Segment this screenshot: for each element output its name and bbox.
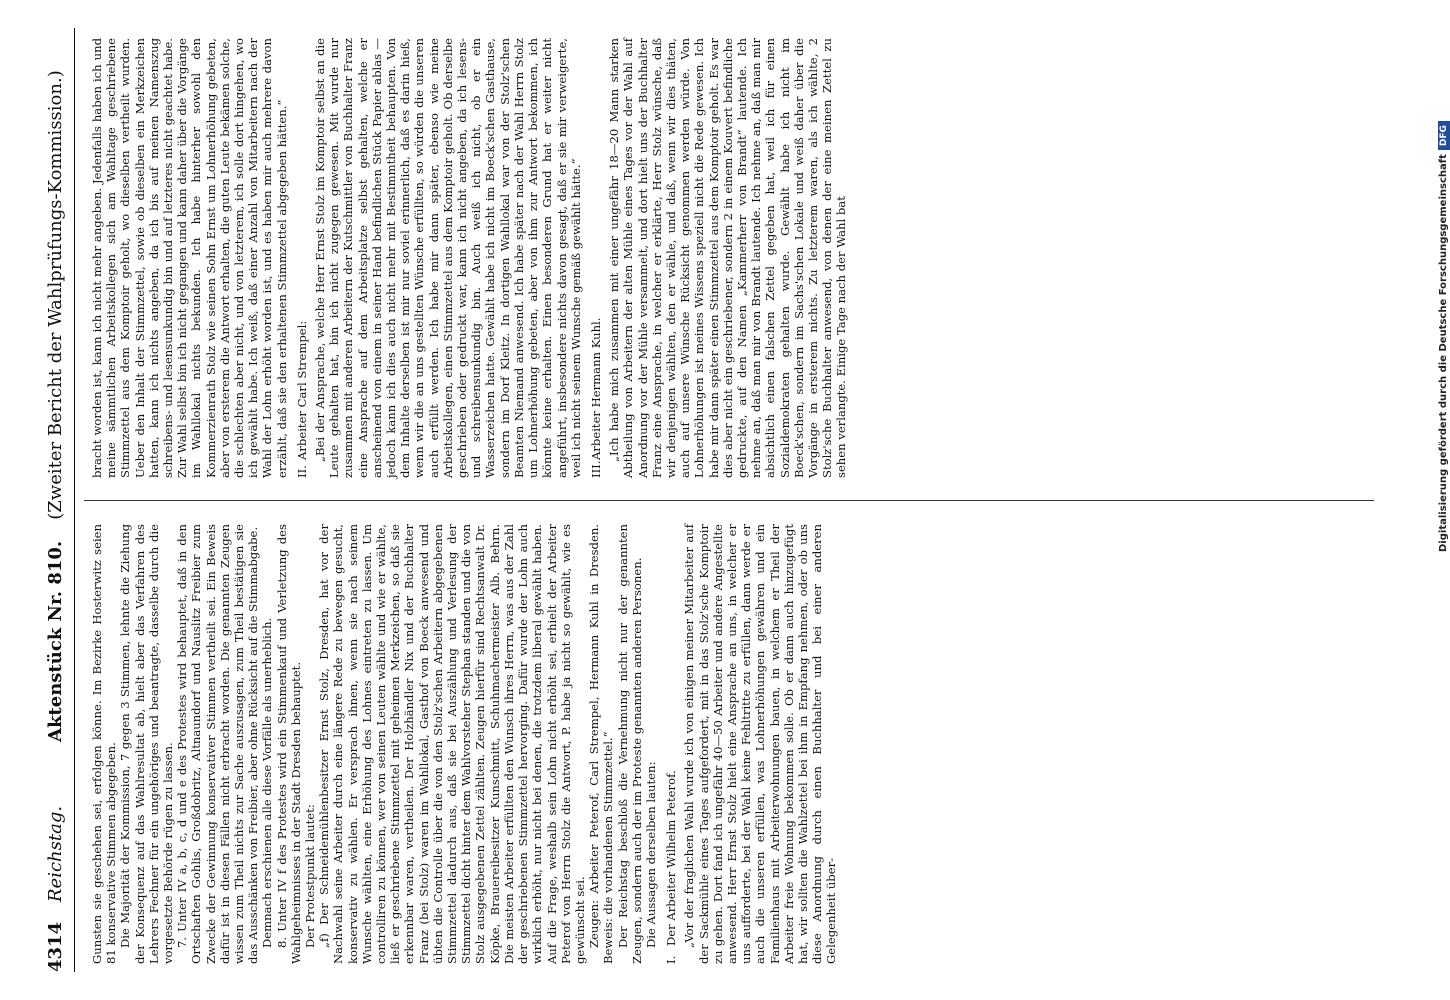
paragraph: bracht worden ist, kann ich nicht mehr angeben. Jedenfalls haben ich und meine sämmtlichen Arbeitskollegen sich am Wahltage geschriebene Stimmzettel aus dem Komptoir geholt, wo dieselben vertheilt wurden. Ueber den Inhalt der Stimmzettel, sowie ob dieselben ein Merkzeichen hatten, kann ich nichts angeben, da ich bis auf meinen Namenszug schreibens- und lesensunkundig bin und auf letzteres nicht geachtet habe. Zur Wahl selbst bin ich nicht gegangen und kann daher über die Vorgänge im Wahllokal nichts bekunden. Ich habe hinterher sowohl den Kommerzienrath Stolz wie seinen Sohn Ernst um Lohnerhöhung gebeten, aber von ersterem die Antwort erhalten, die guten Leute bekämen solche, die schlechten aber nicht, und von letzterem, ich solle dort hingehen, wo ich gewählt habe. Ich weiß, daß einer Anzahl von Mitarbeitern nach der Wahl der Lohn erhöht worden ist, und es haben mir auch mehrere davon erzählt, daß sie den erhaltenen Stimmzettel abgegeben hätten.“: [90, 38, 289, 478]
document-page: [32, 28, 1449, 972]
heading-text: Arbeiter Carl Strempel:: [294, 320, 309, 460]
section-heading: [589, 38, 603, 478]
section-marker: III.: [588, 460, 603, 478]
page-header: [32, 28, 66, 972]
section-marker: II.: [294, 465, 309, 478]
document-label: Aktenstück Nr. 810.: [45, 540, 66, 742]
paragraph: Demnach erschienen alle diese Vorfälle als unerheblich.: [260, 617, 275, 948]
paragraph: „Vor der fraglichen Wahl wurde ich von einigen meiner Mitarbeiter auf der Sackmühle eines Tages aufgefordert, mit in das Stolz'sche Komptoir zu gehen. Dort fand ich ungefähr 40—50 Arbeiter und andere Angestellte anwesend. Herr Ernst Stolz hielt eine Ansprache an uns, in welcher er uns aufforderte, bei der Wahl keine Fehltritte zu erfüllen, dann werde er auch die unseren erfüllen, was Lohnerhöhungen gewähren und ein Familienhaus mit Arbeiterwohnungen bauen, in welchem er Theil der Arbeiter freie Wohnung bekommen solle. Ob er dann auch hinzugefügt hat, wir sollten die Wahlzettel bei ihm in Empfang nehmen, oder ob uns diese Anordnung durch einen Buchhalter und bei einer anderen Gelegenheit über-: [682, 524, 839, 964]
left-column: [90, 524, 839, 964]
paragraph: Der Reichstag beschloß die Vernehmung nicht nur der genannten Zeugen, sondern auch der im Proteste genannten anderen Personen.: [615, 524, 644, 964]
section-heading: [295, 38, 309, 478]
header-left-label: Reichstag.: [45, 805, 66, 902]
paragraph: „Bei der Ansprache, welche Herr Ernst Stolz im Komptoir selbst an die Leute gehalten hat, bin ich nicht zugegen gewesen. Mit wurde nur zusammen mit anderen Arbeitern der Kutschmittler von Buchhalter Franz eine Ansprache auf dem Arbeitsplatze selbst gehalten, welche er anscheinend von einem in seiner Hand befindlichen Stück Papier ablas — jedoch kann ich dies auch nicht mehr mit Bestimmtheit behaupten. Von dem Inhalte derselben ist mir nur soviel erinnerlich, daß es darin hieß, wenn wir die an uns gestellten Wünsche erfüllten, so würden die unseren auch erfüllt werden. Ich habe mir dann später, ebenso wie meine Arbeitskollegen, einen Stimmzettel aus dem Komptoir geholt. Ob derselbe geschrieben oder gedruckt war, kann ich nicht angeben, da ich lesens- und schreibensunkundig bin. Auch weiß ich nicht, ob er ein Wasserzeichen hatte. Gewählt habe ich nicht im Boeck'schen Gasthause, sondern im Dorf Kleitz. In dortigen Wahllokal war von der Stolz'schen Beamten Niemand anwesend. Ich habe später nach der Wahl Herrn Stolz um Lohnerhöhung gebeten, aber von ihm zur Antwort bekommen, ich könnte keine erhalten. Einen besonderen Grund hat er weiter nicht angeführt, insbesondere nichts davon gesagt, daß er sie mir verweigerte, weil ich nicht seinem Wunsche gemäß gewählt hätte.“: [313, 38, 583, 478]
paragraph: „Ich habe mich zusammen mit einer ungefähr 18—20 Mann starken Abtheilung von Arbeitern der alten Mühle eines Tages vor der Wahl auf Anordnung vor der Mühle versammelt, und dort hielt uns der Buchhalter Franz eine Ansprache, in welcher er erklärte, Herr Stolz wünsche, daß wir denjenigen wählten, den er wähle, und daß, wenn wir dies thäten, auch auf unsere Wünsche Rücksicht genommen werden würde. Von Lohnerhöhungen ist meines Wissens speziell nicht die Rede gewesen. Ich habe mir dann später einen Stimmzettel aus dem Komptoir geholt. Es war dies aber nicht ein geschriebener, sondern 2 in einem Kouvert befindliche gedruckte, auf den Namen „Kammerherr von Brandt“ lautende. Ich nehme an, daß man mir von Brandt lautende. Ich nehme an, daß man mir absichtlich einen falschen Zettel gegeben hat, weil ich für einen Sozialdemokraten gehalten wurde. Gewählt habe ich nicht im Boeck'schen, sondern im Sachs'schen Lokale und weiß daher über die Vorgänge in ersterem nichts. Zu letzterem waren, als ich wählte, 2 Stolz'sche Buchhalter anwesend, von denen der eine meinen Zettel zu sehen verlangte. Einige Tage nach der Wahl bat: [607, 38, 849, 478]
paragraph: „f) Der Schneidemühlenbesitzer Ernst Stolz, Dresden, hat vor der Nachwahl seine Arbeiter durch eine längere Rede zu bewegen gesucht, konservativ zu wählen. Er versprach ihnen, wenn sie nach seinem Wunsche wählten, eine Erhöhung des Lohnes eintreten zu lassen. Um controlliren zu können, wer von seinen Leuten wählte und wie er wählte, ließ er geschriebene Stimmzettel mit geheimen Merkzeichen, so daß sie erkennbar waren, vertheilen. Der Holzhändler Nix und der Buchhalter Franz (bei Stolz) waren im Wahllokal, Gasthof von Boeck anwesend und übten die Controlle über die von den Stolz'schen Arbeitern abgegebenen Stimmzettel dadurch aus, daß sie bei Auszählung und Verlesung der Stimmzettel dicht hinter dem Wahlvorsteher Stephan standen und die von Stolz ausgegebenen Zettel zählten. Zeugen hierfür sind Rechtsanwalt Dr. Köpke, Brauereibesitzer Kunschmitt, Schuhmachermeister Alb. Behrn. Die meisten Arbeiter erfüllten den Wunsch ihres Herrn, was aus der Zahl der geschriebenen Stimmzettel hervorging. Dafür wurde der Lohn auch wirklich erhöht, nur nicht bei denen, die trotzdem liberal gewählt haben. Auf die Frage, weshalb sein Lohn nicht erhöht sei, erhielt der Arbeiter Peterof von Herrn Stolz die Antwort, P. habe ja nicht so gewählt, wie es gewünscht sei.: [317, 524, 587, 964]
digitization-credit: Digitalisierung gefördert durch die Deutsche Forschungsgemeinschaft: [1438, 154, 1449, 552]
page-title: (Zweiter Bericht der Wahlprüfungs-Kommission.): [45, 70, 66, 520]
section-heading: [664, 524, 678, 964]
dfg-logo: DFG: [1438, 121, 1450, 150]
paragraph: Gunsten sie geschehen sei, erfolgen könne. Im Bezirke Hosterwitz seien 81 konservative Stimmen abgegeben.: [90, 524, 119, 964]
column-divider: [84, 500, 1374, 501]
page-footer: [1438, 121, 1450, 552]
heading-text: Der Arbeiter Wilhelm Peterof.: [664, 770, 679, 946]
paragraph: Zeugen: Arbeiter Peterof, Carl Strempel, Hermann Kuhl in Dresden. Beweis: die vorhandenen Stimmzettel.“: [587, 524, 616, 964]
paragraph: 7. Unter IV a, b, c, d und e des Protestes wird behauptet, daß in den Ortschaften Gohlis, Großdobritz, Altnaundorf und Nauslitz Freibier zum Zwecke der Gewinnung konservativer Stimmen vertheilt sei. Ein Beweis dafür ist in diesen Fällen nicht erbracht worden. Die genannten Zeugen wissen zum Theil nichts zur Sache auszusagen, zum Theil bestätigen sie das Ausschänken von Freibier, aber ohne Rücksicht auf die Stimmabgabe.: [175, 524, 261, 964]
page-number: 4314: [45, 921, 66, 972]
paragraph: Der Protestpunkt lautet:: [303, 804, 318, 948]
paragraph: Die Majorität der Kommission, 7 gegen 3 Stimmen, lehnte die Ziehung der Konsequenz auf das Wahlresultat ab, hielt aber das Verfahren des Lehrers Fechner für ein ungehöriges und beantragte, dasselbe durch die vorgesetzte Behörde rügen zu lassen.: [118, 524, 176, 964]
paragraph: 8. Unter IV f des Protestes wird ein Stimmenkauf und Verletzung des Wahlgeheimnisses in der Stadt Dresden behauptet.: [274, 524, 303, 964]
right-column: [90, 38, 849, 478]
section-marker: I.: [664, 955, 679, 964]
paragraph: Die Aussagen derselben lauten:: [643, 761, 658, 948]
heading-text: Arbeiter Hermann Kuhl.: [588, 317, 603, 460]
header-divider: [74, 28, 75, 972]
